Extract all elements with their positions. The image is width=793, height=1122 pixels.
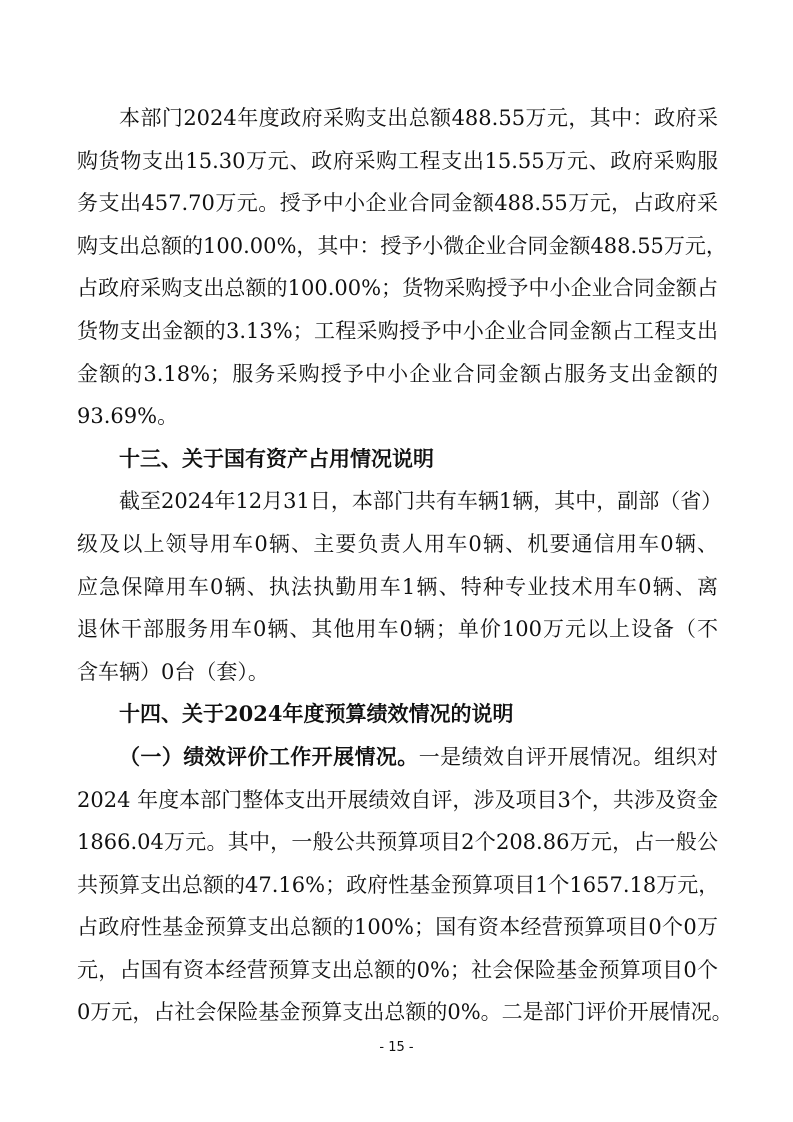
text-line: 占政府性基金预算支出总额的100%；国有资本经营预算项目0个0万 xyxy=(77,915,718,940)
text-line: 退休干部服务用车0辆、其他用车0辆；单价100万元以上设备（不 xyxy=(77,617,718,642)
text-line: 0万元，占社会保险基金预算支出总额的0%。二是部门评价开展情况。 xyxy=(77,1000,733,1025)
paragraph-procurement xyxy=(77,97,727,438)
text-line: 2024 年度本部门整体支出开展绩效自评，涉及项目3个，共涉及资金 xyxy=(77,787,718,812)
section-13-heading: 十三、关于国有资产占用情况说明 xyxy=(119,445,434,471)
text-line: 含车辆）0台（套）。 xyxy=(77,659,269,684)
text-line: 金额的3.18%；服务采购授予中小企业合同金额占服务支出金额的 xyxy=(77,361,718,386)
text-run: 一是绩效自评开展情况。组织对 xyxy=(418,744,718,769)
text-line: 共预算支出总额的47.16%；政府性基金预算项目1个1657.18万元， xyxy=(77,872,720,897)
document-body xyxy=(77,97,733,1034)
text-line: 购货物支出15.30万元、政府采购工程支出15.55万元、政府采购服 xyxy=(77,148,718,173)
page-number: - 15 - xyxy=(379,1040,414,1055)
text-line: 级及以上领导用车0辆、主要负责人用车0辆、机要通信用车0辆、 xyxy=(77,531,718,556)
section-14-heading: 十四、关于2024年度预算绩效情况的说明 xyxy=(119,701,514,727)
paragraph-performance xyxy=(77,736,733,1034)
text-line: 货物支出金额的3.13%；工程采购授予中小企业合同金额占工程支出 xyxy=(77,318,718,343)
text-line: 务支出457.70万元。授予中小企业合同金额488.55万元，占政府采 xyxy=(77,191,718,216)
text-line: 1866.04万元。其中，一般公共预算项目2个208.86万元，占一般公 xyxy=(77,830,718,855)
subheading: （一）绩效评价工作开展情况。 xyxy=(119,743,419,769)
text-line: 截至2024年12月31日，本部门共有车辆1辆，其中，副部（省） xyxy=(119,489,723,514)
text-line xyxy=(77,736,718,779)
text-line: 占政府采购支出总额的100.00%；货物采购授予中小企业合同金额占 xyxy=(77,276,718,301)
text-line: 购支出总额的100.00%，其中：授予小微企业合同金额488.55万元， xyxy=(77,233,727,258)
text-line: 元，占国有资本经营预算支出总额的0%；社会保险基金预算项目0个 xyxy=(77,957,718,982)
paragraph-state-assets xyxy=(77,480,723,693)
text-line: 本部门2024年度政府采购支出总额488.55万元，其中：政府采 xyxy=(119,106,718,130)
text-line: 应急保障用车0辆、执法执勤用车1辆、特种专业技术用车0辆、离 xyxy=(77,574,718,599)
text-line: 93.69%。 xyxy=(77,404,179,429)
